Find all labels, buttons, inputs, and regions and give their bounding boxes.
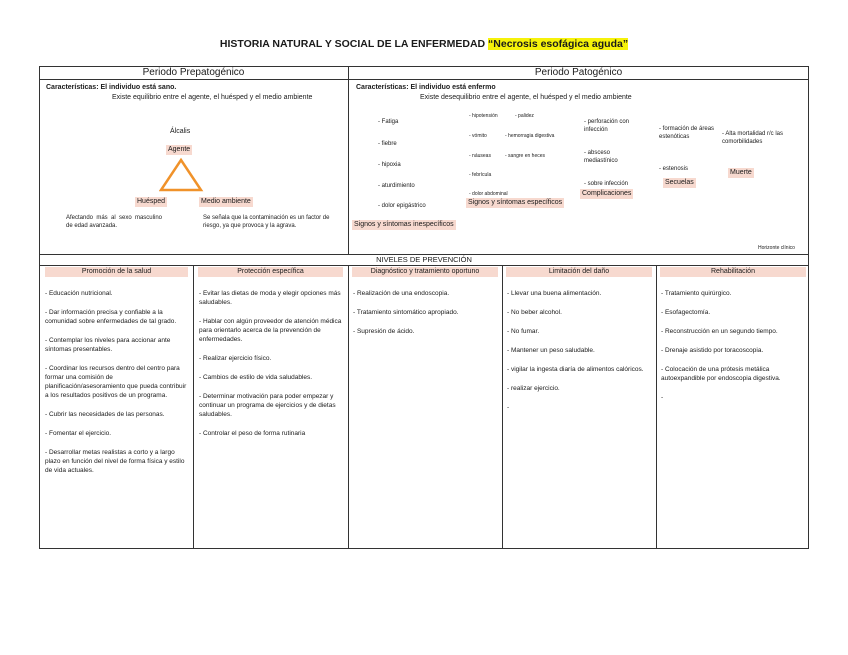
inespecificos-label: Signos y síntomas inespecíficos xyxy=(354,221,454,228)
header-divider xyxy=(39,79,809,80)
especifico-a-4: - febrícula xyxy=(469,172,492,178)
patogenico-subtitulo: Existe desequilibrio entre el agente, el huésped y el medio ambiente xyxy=(420,94,632,101)
list-item: - Educación nutricional. xyxy=(45,290,113,297)
col-divider-1 xyxy=(193,265,194,549)
col-header-limitacion: Limitación del daño xyxy=(506,267,652,277)
list-item: - Supresión de ácido. xyxy=(353,328,415,335)
inespecifico-2: - fiebre xyxy=(378,141,397,147)
inespecifico-1: - Fatiga xyxy=(378,119,399,125)
inespecifico-3: - hipoxia xyxy=(378,162,401,168)
agente-label: Agente xyxy=(168,146,191,153)
secuelas-label: Secuelas xyxy=(665,179,694,186)
col-diagnostico xyxy=(353,289,497,346)
list-item: - Fomentar el ejercicio. xyxy=(45,430,112,437)
especifico-b-3: - sangre en heces xyxy=(505,153,546,159)
inespecifico-5: - dolor epigástrico xyxy=(378,203,426,209)
patogenico-caracteristicas: Características: El individuo está enfermo xyxy=(356,84,496,91)
triad-triangle xyxy=(159,157,204,193)
col-promocion xyxy=(45,289,188,485)
huesped-label: Huésped xyxy=(137,198,166,205)
list-item: - Tratamiento quirúrgico. xyxy=(661,290,732,297)
period-divider xyxy=(348,66,349,254)
col-proteccion xyxy=(199,289,342,448)
list-item: - Hablar con algún proveedor de atención médica para orientarlo acerca de la prevención de enfermedades. xyxy=(199,318,342,343)
list-item: - Cambios de estilo de vida saludables. xyxy=(199,374,313,381)
especificos-label: Signos y síntomas específicos xyxy=(468,199,563,206)
col-divider-3 xyxy=(502,265,503,549)
prepatogenico-header: Periodo Prepatogénico xyxy=(142,67,245,78)
prepatogenico-caracteristicas: Características: El individuo está sano. xyxy=(46,84,177,91)
especifico-a-3: - náuseas xyxy=(469,153,491,159)
document-title xyxy=(0,38,848,50)
list-item: - Desarrollar metas realistas a corto y a largo plazo en función del nivel de forma física y estilo de vida actuales. xyxy=(45,449,185,474)
especifico-a-5: - dolor abdominal xyxy=(469,191,508,197)
list-item: - Tratamiento sintomático apropiado. xyxy=(353,309,459,316)
huesped-description: Afectando más al sexo masculino de edad avanzada. xyxy=(66,215,162,229)
col-header-diagnostico: Diagnóstico y tratamiento oportuno xyxy=(352,267,498,277)
patogenico-header: Periodo Patogénico xyxy=(534,67,623,78)
prevencion-header: NIVELES DE PREVENCIÓN xyxy=(376,255,472,264)
list-item: - Determinar motivación para poder empezar y continuar un programa de ejercicios y de dietas saludables. xyxy=(199,393,336,418)
col-header-rehabilitacion: Rehabilitación xyxy=(660,267,806,277)
list-item: - Llevar una buena alimentación. xyxy=(507,290,602,297)
list-item: - Mantener un peso saludable. xyxy=(507,347,595,354)
list-item: - Drenaje asistido por toracoscopia. xyxy=(661,347,764,354)
secuela-2: - estenosis xyxy=(659,166,689,172)
complicaciones-label: Complicaciones xyxy=(582,190,632,197)
list-item: - Realización de una endoscopia. xyxy=(353,290,450,297)
title-main: HISTORIA NATURAL Y SOCIAL DE LA ENFERMEDAD xyxy=(219,38,486,50)
especifico-a-1: - hipotensión xyxy=(469,113,498,119)
prepatogenico-subtitulo: Existe equilibrio entre el agente, el huésped y el medio ambiente xyxy=(112,94,313,101)
list-item: - Realizar ejercicio físico. xyxy=(199,355,272,362)
col-header-proteccion: Protección específica xyxy=(198,267,343,277)
prevention-header-line xyxy=(39,265,809,266)
especifico-a-2: - vómito xyxy=(469,133,487,139)
list-item: - Coordinar los recursos dentro del centro para formar una comisión de planificación/asesoramiento que pueda contribuir a los resultados positivos de un programa. xyxy=(45,365,187,399)
medio-label: Medio ambiente xyxy=(201,198,251,205)
complicacion-2: - absceso mediastínico xyxy=(584,150,618,164)
col-divider-2 xyxy=(348,265,349,549)
col-limitacion xyxy=(507,289,651,422)
list-item: - Contemplar los niveles para accionar ante síntomas presentables. xyxy=(45,337,171,353)
list-item: - xyxy=(507,404,510,411)
especifico-b-1: - palidez xyxy=(515,113,534,119)
list-item: - Cubrir las necesidades de las personas. xyxy=(45,411,165,418)
list-item: - No fumar. xyxy=(507,328,540,335)
list-item: - xyxy=(661,394,664,401)
especifico-b-2: - hemorragia digestiva xyxy=(505,133,555,139)
complicacion-3: - sobre infección xyxy=(584,181,629,187)
title-highlight: “Necrosis esofágica aguda” xyxy=(488,38,629,50)
col-header-promocion: Promoción de la salud xyxy=(45,267,188,277)
agent-note: Álcalis xyxy=(170,128,191,135)
list-item: - vigilar la ingesta diaría de alimentos calóricos. xyxy=(507,366,644,373)
list-item: - Colocación de una prótesis metálica autoexpandible por endoscopia digestiva. xyxy=(661,366,781,382)
list-item: - Evitar las dietas de moda y elegir opciones más saludables. xyxy=(199,290,341,306)
medio-description: Se señala que la contaminación es un factor de riesgo, ya que provoca y la agrava. xyxy=(203,215,330,229)
muerte-label: Muerte xyxy=(730,169,752,176)
col-divider-4 xyxy=(656,265,657,549)
list-item: - Dar información precisa y confiable a la comunidad sobre enfermedades de tal grado. xyxy=(45,309,177,325)
list-item: - No beber alcohol. xyxy=(507,309,562,316)
muerte-text: - Alta mortalidad r/c las comorbilidades xyxy=(722,131,784,145)
list-item: - realizar ejercicio. xyxy=(507,385,560,392)
complicacion-1: - perforación con infección xyxy=(584,119,630,133)
list-item: - Reconstrucción en un segundo tiempo. xyxy=(661,328,778,335)
horizonte-clinico: Horizonte clínico xyxy=(758,245,795,251)
list-item: - Controlar el peso de forma rutinaria xyxy=(199,430,306,437)
col-rehabilitacion xyxy=(661,289,805,412)
list-item: - Esofagectomía. xyxy=(661,309,711,316)
secuela-1: - formación de áreas estenóticas xyxy=(659,126,715,140)
inespecifico-4: - aturdimiento xyxy=(378,183,415,189)
